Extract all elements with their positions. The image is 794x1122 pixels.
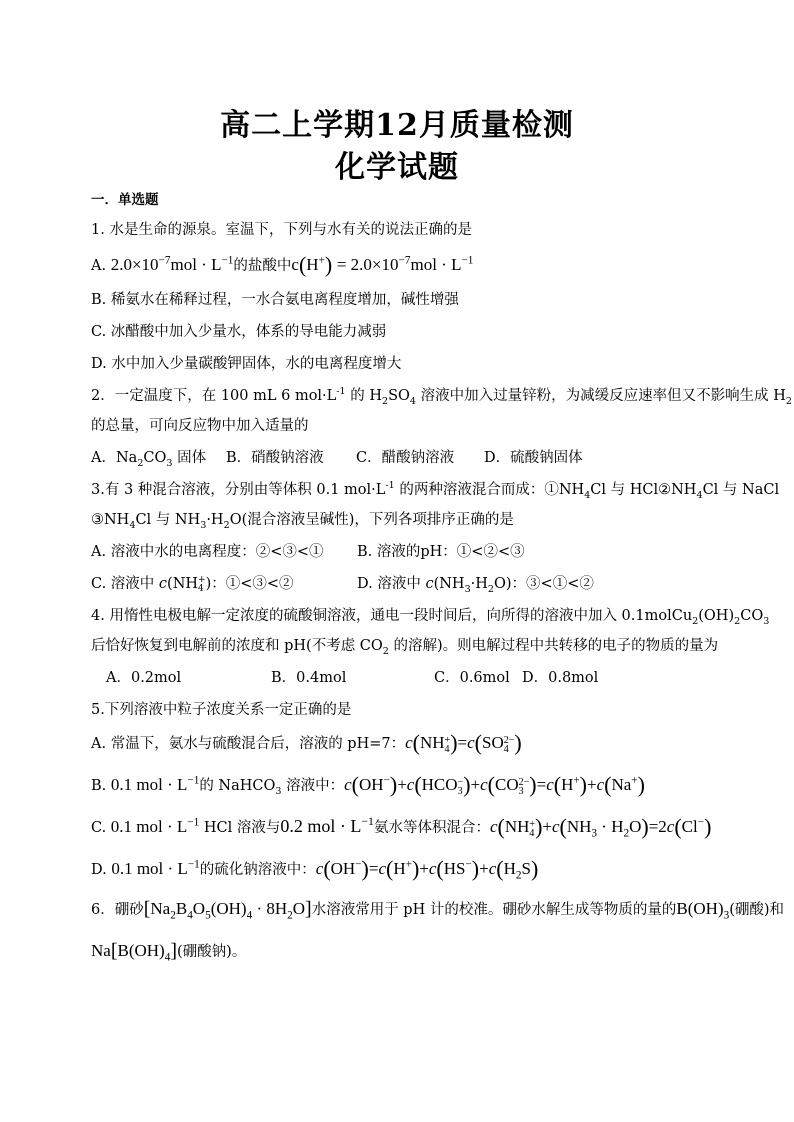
q1-stem: 1. 水是生命的源泉。室温下，下列与水有关的说法正确的是 <box>91 222 472 238</box>
q5-option-b: B. 0.1 mol · $L^{-1}$的 NaHCO$_3$ 溶液中：c(OH−)+c(HCO − 3 )+c(CO 2− 3 )=c(H+)+c(Na+) <box>91 772 645 797</box>
q3-option-a: A. 溶液中水的电离程度：②<③<① <box>91 544 324 560</box>
q2-option-c: C．醋酸钠溶液 <box>356 450 455 466</box>
q5-option-a: A. 常温下，氨水与硫酸混合后，溶液的 pH=7：c(NH + 4 )=c(SO 2− 4 ) <box>91 730 522 755</box>
exam-subtitle: 化学试题 <box>335 150 459 185</box>
q5-stem: 5.下列溶液中粒子浓度关系一定正确的是 <box>91 702 352 718</box>
q3-option-c: C. 溶液中 c(NH + 4 )：①<③<② <box>91 575 294 594</box>
q3-stem-line1: 3.有 3 种混合溶液，分别由等体积 0.1 $mol\cdot L^{-1}$ 的两种溶液混合而成：$①NH_4Cl$ 与 $HCl②NH_4Cl$ 与 NaCl <box>91 480 780 501</box>
q4-option-b: B．0.4mol <box>271 670 347 686</box>
q2-option-b: B．硝酸钠溶液 <box>226 450 324 466</box>
q4-option-c: C．0.6mol <box>434 670 510 686</box>
q1-option-d: D. 水中加入少量碳酸钾固体，水的电离程度增大 <box>91 356 402 372</box>
q6-stem-line1: 6．硼砂$[Na_2B_4O_5(OH)_4 \cdot 8H_2O]$水溶液常用于 pH 计的校准。硼砂水解生成等物质的量的$B(OH)_3$(硼酸)和 <box>91 898 785 922</box>
q2-stem-line1: 2．一定温度下，在 100 mL 6 $mol\cdot L^{-1}$ 的 $H_2SO_4$ 溶液中加入过量锌粉，为减缓反应速率但又不影响生成 $H_2$ <box>91 386 792 407</box>
q3-stem-line2: $③NH_4Cl$ 与 $NH_3\cdot H_2O$(混合溶液呈碱性)，下列各项排序正确的是 <box>91 512 514 531</box>
q4-stem-line1: 4. 用惰性电极电解一定浓度的硫酸铜溶液，通电一段时间后，向所得的溶液中加入 $0.1molCu_2(OH)_2CO_3$ <box>91 608 770 627</box>
q2-stem-line2: 的总量，可向反应物中加入适量的 <box>91 418 309 434</box>
q4-stem-line2: 后恰好恢复到电解前的浓度和 pH(不考虑 $CO_2$ 的溶解)。则电解过程中共转移的电子的物质的量为 <box>91 638 719 657</box>
q5-option-d: D. 0.1 mol · $L^{-1}$的硫化钠溶液中：$c(OH^-)=c(H^+)+c(HS^-)+c(H_2S)$ <box>91 856 539 882</box>
q3-option-d: D. 溶液中 $c(NH_3\cdot H_2O)$：③<①<② <box>357 576 594 595</box>
q2-option-d: D．硫酸钠固体 <box>484 450 583 466</box>
q1-option-b: B. 稀氨水在稀释过程，一水合氨电离程度增加，碱性增强 <box>91 292 459 308</box>
q4-option-d: D．0.8mol <box>522 670 599 686</box>
q4-option-a: A．0.2mol <box>106 670 182 686</box>
q1-option-c: C. 冰醋酸中加入少量水，体系的导电能力减弱 <box>91 324 387 340</box>
exam-title: 高二上学期12月质量检测 <box>220 108 574 143</box>
section-heading: 一．单选题 <box>91 192 159 208</box>
q3-option-b: B. 溶液的pH：①<②<③ <box>357 544 525 560</box>
q1-option-a: A. $2.0\times 10^{-7}mol \cdot L^{-1}$的盐酸中$c(H^+) = 2.0\times 10^{-7}mol \cdot L^{-1}$ <box>91 252 474 277</box>
q5-option-c: C. 0.1 mol · $L^{-1}$ HCl 溶液与0.2 mol · $L^{-1}$氨水等体积混合：c(NH + 4 )$+c(NH_3 \cdot H_2O)=2c(Cl^-)$ <box>91 814 712 840</box>
q2-option-a: A．$Na_2CO_3$ 固体 <box>91 450 207 469</box>
q6-stem-line2: $Na[B(OH)_4]$(硼酸钠)。 <box>91 940 247 964</box>
